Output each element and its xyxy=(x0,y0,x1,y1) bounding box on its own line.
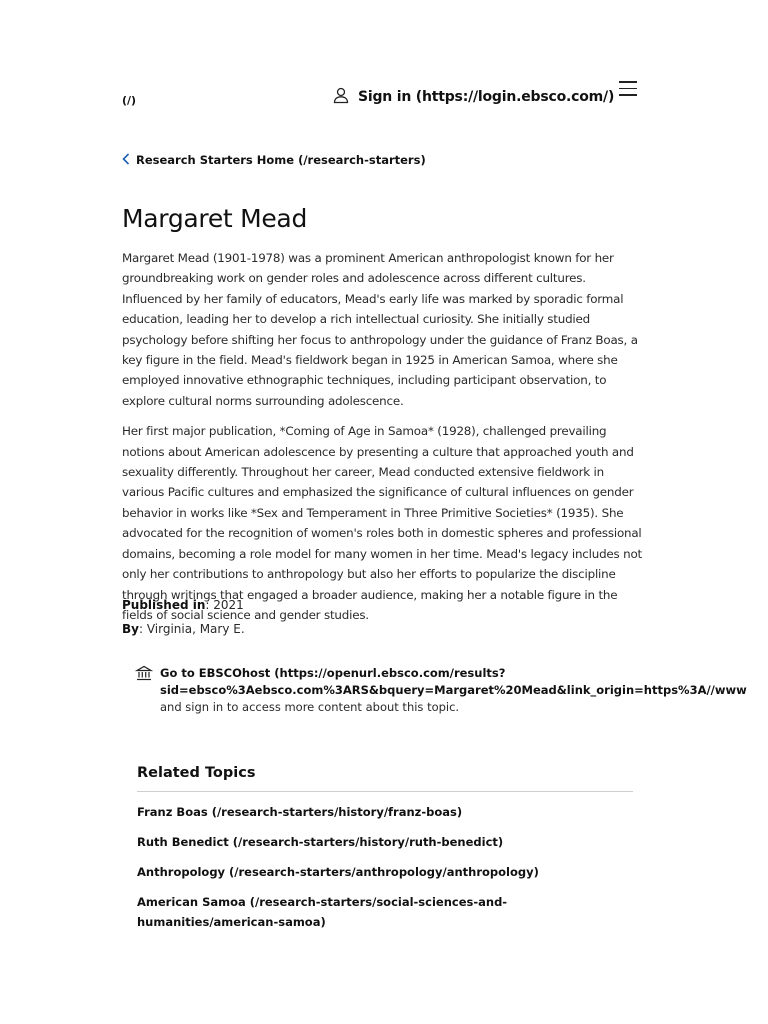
related-topic-link-ruth-benedict[interactable]: Ruth Benedict (/research-starters/history/ruth-benedict) xyxy=(137,835,504,849)
breadcrumb[interactable] xyxy=(122,150,426,169)
published-meta xyxy=(122,598,244,612)
breadcrumb-label: Research Starters Home (/research-starters) xyxy=(136,152,426,167)
article-body xyxy=(122,248,646,635)
sign-in-label: Sign in (https://login.ebsco.com/) xyxy=(358,89,615,105)
institution-icon xyxy=(136,665,152,716)
chevron-left-icon xyxy=(122,150,130,169)
hamburger-menu-icon[interactable] xyxy=(619,81,637,97)
by-value: : Virginia, Mary E. xyxy=(138,622,245,636)
sign-in-link[interactable] xyxy=(332,86,614,108)
related-topics xyxy=(137,765,633,932)
ebsco-suffix: and sign in to access more content about this topic. xyxy=(160,700,460,714)
published-label: Published in xyxy=(122,598,206,612)
related-topics-heading: Related Topics xyxy=(137,765,633,792)
by-label: By xyxy=(122,622,139,636)
page-title: Margaret Mead xyxy=(122,204,308,233)
article-paragraph-1: Margaret Mead (1901-1978) was a prominent American anthropologist known for her groundbreaking work on gender roles and adolescence across different cultures. Influenced by her family of educators, Mead's early life was marked by sporadic formal education, leading her to develop a rich intellectual curiosity. She initially studied psychology before shifting her focus to anthropology under the guidance of Franz Boas, a key figure in the field. Mead's fieldwork began in 1925 in American Samoa, where she employed innovative ethnographic techniques, including participant observation, to explore cultural norms surrounding adolescence. xyxy=(122,251,638,408)
article-paragraph-2: Her first major publication, *Coming of Age in Samoa* (1928), challenged prevailing notions about American adolescence by presenting a culture that approached youth and sexuality differently. Throughout her career, Mead conducted extensive fieldwork in various Pacific cultures and emphasized the significance of cultural influences on gender behavior in works like *Sex and Temperament in Three Primitive Societies* (1935). She advocated for the recognition of women's roles both in domestic spheres and professional domains, becoming a role model for many women in her time. Mead's legacy includes not only her contributions to anthropology but also her efforts to popularize the discipline through writings that engaged a broader audience, making her a notable figure in the fields of social science and gender studies. xyxy=(122,424,643,622)
related-topic-item[interactable] xyxy=(137,862,633,882)
related-topic-link-anthropology[interactable]: Anthropology (/research-starters/anthropology/anthropology) xyxy=(137,865,539,879)
related-topic-item[interactable] xyxy=(137,802,633,822)
user-icon xyxy=(332,86,350,108)
ebscohost-link[interactable] xyxy=(160,665,747,699)
related-topic-link-franz-boas[interactable]: Franz Boas (/research-starters/history/franz-boas) xyxy=(137,805,463,819)
related-topic-item[interactable] xyxy=(137,892,633,932)
ebsco-callout xyxy=(136,665,747,716)
home-link[interactable]: (/) xyxy=(122,94,137,107)
related-topic-item[interactable] xyxy=(137,832,633,852)
ebscohost-link-line1: Go to EBSCOhost (https://openurl.ebsco.com/results? xyxy=(160,666,506,680)
author-meta xyxy=(122,622,245,636)
published-value: : 2021 xyxy=(205,598,244,612)
ebscohost-link-line2: sid=ebsco%3Aebsco.com%3ARS&bquery=Margaret%20Mead&link_origin=https%3A//www xyxy=(160,683,747,697)
related-topic-link-american-samoa[interactable]: American Samoa (/research-starters/social-sciences-and-humanities/american-samoa) xyxy=(137,895,508,929)
